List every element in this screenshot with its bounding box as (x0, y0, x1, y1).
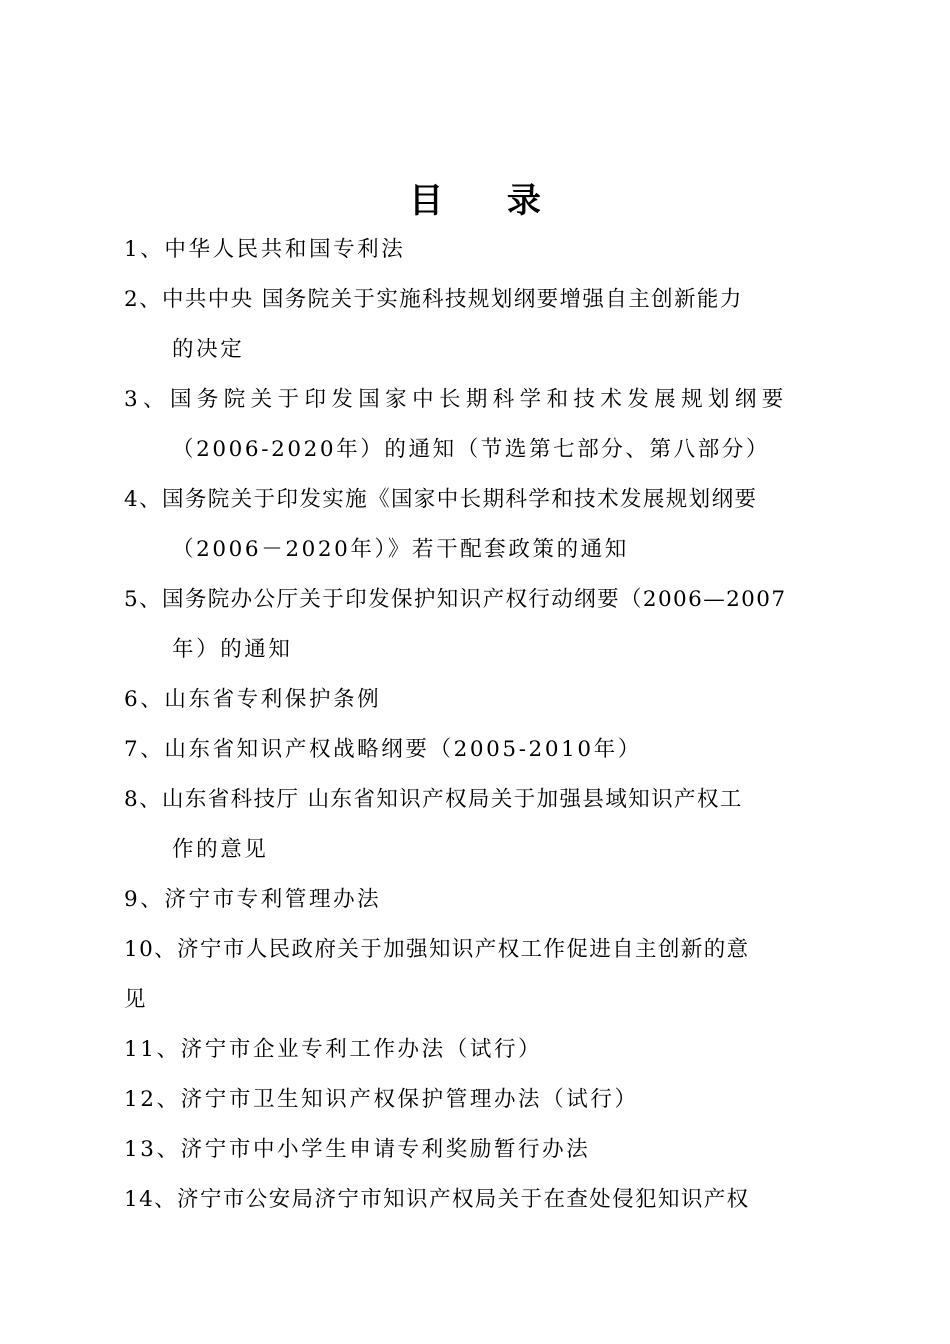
toc-entry-6: 6、山东省专利保护条例 (124, 687, 382, 712)
toc-entry-9: 9、济宁市专利管理办法 (124, 887, 382, 912)
toc-entry-8: 8、山东省科技厅 山东省知识产权局关于加强县域知识产权工 (124, 787, 743, 812)
toc-entry-12: 12、济宁市卫生知识产权保护管理办法（试行） (124, 1087, 639, 1112)
toc-entry-2-continued: 的决定 (172, 337, 245, 362)
toc-entry-10: 10、济宁市人民政府关于加强知识产权工作促进自主创新的意 (124, 937, 750, 962)
toc-entry-4-continued: （2006－2020年）》若干配套政策的通知 (172, 537, 629, 562)
toc-entry-5: 5、国务院办公厅关于印发保护知识产权行动纲要（2006—2007 (124, 587, 787, 612)
toc-entry-2: 2、中共中央 国务院关于实施科技规划纲要增强自主创新能力 (124, 287, 743, 312)
toc-entry-3: 3、国务院关于印发国家中长期科学和技术发展规划纲要 (124, 387, 789, 412)
toc-entry-3-continued: （2006-2020年）的通知（节选第七部分、第八部分） (172, 437, 770, 462)
table-of-contents (124, 225, 834, 1225)
toc-entry-4: 4、国务院关于印发实施《国家中长期科学和技术发展规划纲要 (124, 487, 758, 512)
toc-entry-5-continued: 年）的通知 (172, 637, 293, 662)
toc-entry-10-continued: 见 (124, 987, 149, 1012)
toc-entry-8-continued: 作的意见 (172, 837, 269, 862)
toc-entry-13: 13、济宁市中小学生申请专利奖励暂行办法 (124, 1137, 591, 1162)
toc-entry-7: 7、山东省知识产权战略纲要（2005-2010年） (124, 737, 642, 762)
toc-entry-11: 11、济宁市企业专利工作办法（试行） (124, 1037, 543, 1062)
toc-entry-1: 1、中华人民共和国专利法 (124, 237, 406, 262)
page-title: 目 录 (409, 181, 567, 221)
toc-entry-14: 14、济宁市公安局济宁市知识产权局关于在查处侵犯知识产权 (124, 1187, 750, 1212)
